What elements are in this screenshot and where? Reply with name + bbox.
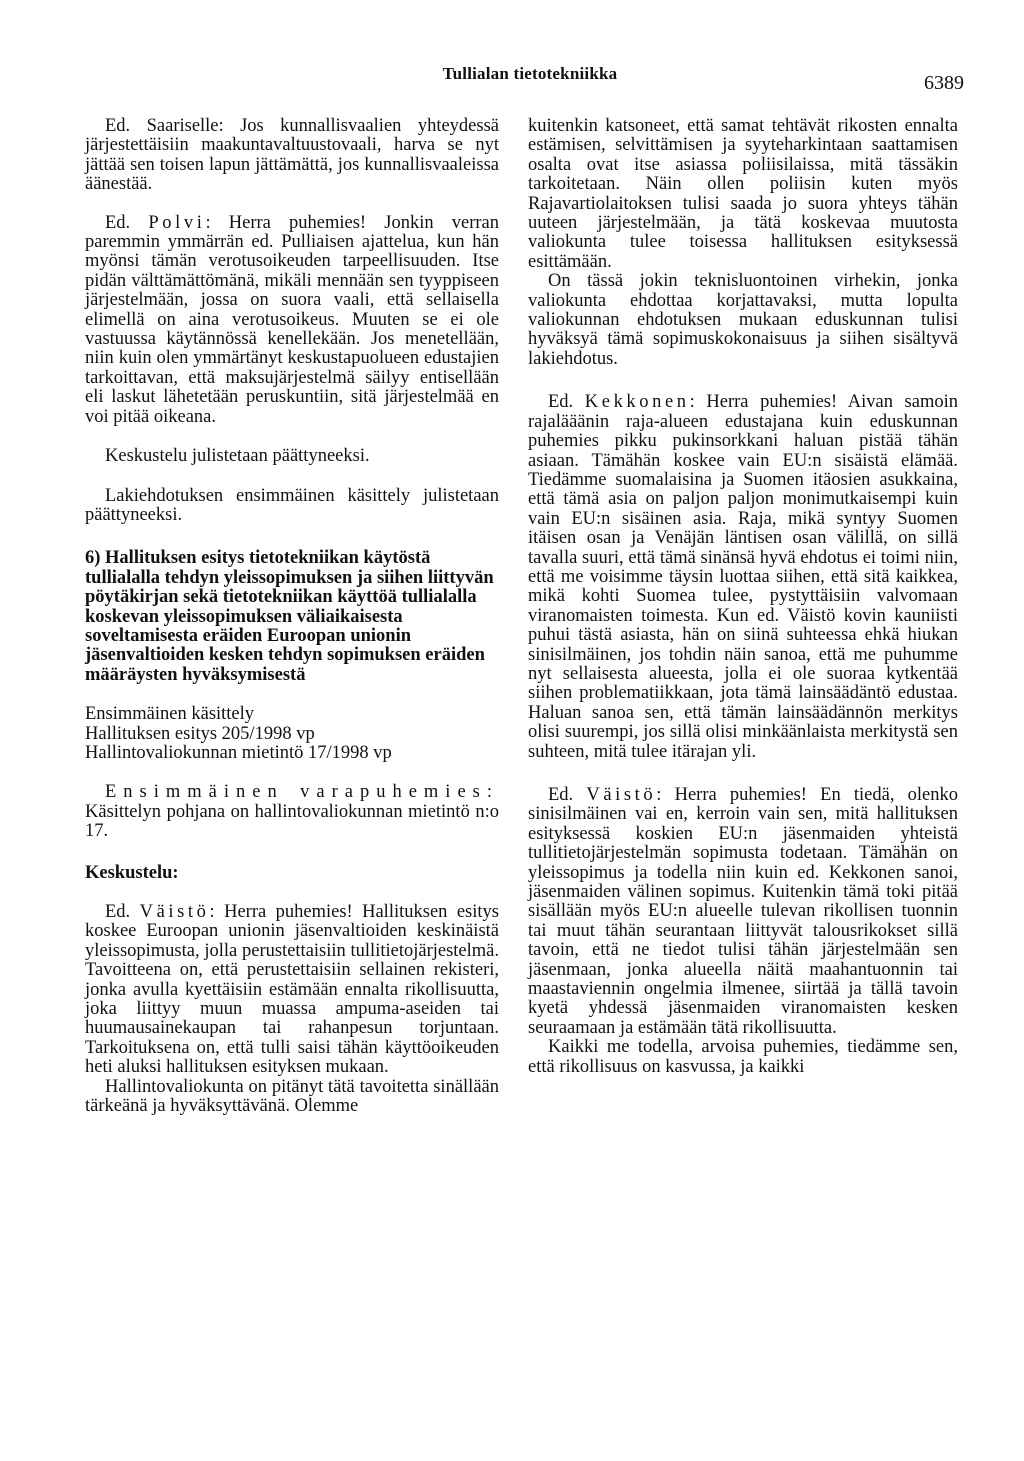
speaker-prefix: Ed. (548, 785, 587, 805)
paragraph-vaisto-reply (528, 786, 958, 1038)
speech-text: : Herra puhemies! Hallituksen esitys koskee Euroopan unionin jäsenvaltioiden keskinäistä yleissopimusta, jolla perustettaisiin tullitietojärjestelmä. Tavoitteena on, että perustettaisiin sellainen rekisteri, jonka avulla kyettäisiin estämään ennalta rikollisuutta, joka liittyy muun muassa ampuma-aseiden tai huumausainekaupan tai rahanpesun torjuntaan. Tarkoituksena on, että tulli saisi tähän käyttöoikeuden heti aluksi hallituksen esityksen mukaan. (85, 902, 499, 1078)
speaker-prefix: Ed. (105, 902, 140, 922)
speaker-prefix: Ed. (548, 392, 585, 413)
paragraph-first-reading-closed: Lakiehdotuksen ensimmäinen käsittely julistetaan päättyneeksi. (85, 485, 499, 525)
paragraph-kekkonen (528, 393, 958, 762)
paragraph-saariselle: Ed. Saariselle: Jos kunnallisvaalien yhteydessä järjestettäisiin maakuntavaltuustovaali, harva se nyt jättää sen toisen lapun jättämättä, jos kunnallisvaaleissa äänestää. (85, 116, 499, 195)
discussion-label: Keskustelu: (85, 862, 179, 883)
paragraph-hallintovaliokunta: Hallintovaliokunta on pitänyt tätä tavoitetta sinällään tärkeänä ja hyväksyttävänä. Olemme (85, 1076, 499, 1117)
speaker-name: Väistö (139, 902, 210, 922)
speech-text: : Herra puhemies! Jonkin verran paremmin ymmärrän ed. Pulliaisen ajattelua, kun hän myönsi tämän verotusoikeuden tarpeellisuuden. Itse pidän välttämättömänä, mikäli mennään sen tyyppiseen järjestelmään, jossa on suora vaali, että sellaisella elimellä on aina verotusoikeus. Muuten se ei ole vastuussa käytännössä kenellekään. Jos menetellään, niin kuin olen ymmärtänyt keskustapuolueen edustajien tarkoittavan, että maksujärjestelmä säilyy entisellään eli laskut lähetetään peruskuntiin, sitä järjestelmää en voi pitää oikeana. (85, 212, 500, 427)
paragraph-polvi (85, 214, 499, 427)
running-title: Tullialan tietotekniikka (442, 64, 618, 83)
page-number: 6389 (924, 72, 964, 94)
speaker-name: Väistö (586, 785, 657, 805)
paragraph-technical-error: On tässä jokin teknisluontoinen virhekin, jonka valiokunta ehdottaa korjattavaksi, mutta lopulta valiokunnan ehdotuksen mukaan eduskunnan tulisi hyväksyä tämä sopimuskokonaisuus ja siihen sisältyvä lakiehdotus. (528, 271, 958, 369)
chair-speaker: Ensimmäinen varapuhemies: (105, 782, 499, 803)
reference-line: Ensimmäinen käsittely (85, 704, 255, 725)
speaker-name: Polvi (148, 212, 206, 233)
paragraph-discussion-closed: Keskustelu julistetaan päättyneeksi. (105, 446, 370, 467)
chair-text: Käsittelyn pohjana on hallintovaliokunnan mietintö n:o 17. (85, 801, 499, 842)
left-column (85, 117, 499, 1116)
reference-line: Hallintovaliokunnan mietintö 17/1998 vp (85, 742, 392, 763)
speaker-name: Kekkonen (584, 392, 690, 413)
paragraph-continuation: kuitenkin katsoneet, että samat tehtävät rikosten ennalta estämisen, selvittämisen ja syyteharkintaan saattamisen osalta ovat itse asiassa poliisilaissa, mitä tässäkin tarkoitetaan. Näin ollen poliisin kuten myös Rajavartiolaitoksen tulisi saada jo suora yhteys tähän uuteen järjestelmään, ja tätä koskevaa muutosta valiokunta tulee toisessa hallituksen esityksessä esittämään. (528, 116, 958, 272)
right-column (528, 117, 958, 1077)
agenda-item-heading: 6) Hallituksen esitys tietotekniikan käytöstä tullialalla tehdyn yleissopimuksen ja siihen liittyvän pöytäkirjan sekä tietotekniikan käyttöä tullialalla koskevan yleissopimuksen väliaikaisesta soveltamisesta eräiden Euroopan unionin jäsenvaltioiden kesken tehdyn sopimuksen eräiden määräysten hyväksymisestä (85, 548, 494, 685)
reference-line: Hallituksen esitys 205/1998 vp (85, 723, 315, 744)
speech-text: : Herra puhemies! Aivan samoin rajalääänin raja-alueen edustajana kuin eduskunnan puhemies pikku pukinsorkkani haluan pistää tähän asiaan. Tämähän koskee vain EU:n sisäistä elämää. Tiedämme suomalaisina ja Suomen itäosien asukkaina, että tämä asia on paljon paljon monimutkaisempi kuin vain EU:n sisäinen asia. Raja, mikä syntyy Suomen itäisen osan ja Venäjän läntisen osan välillä, on sillä tavalla suuri, että tämä sinänsä hyvä ehdotus ei toimi niin, että me voisimme täysin luottaa siihen, että sitä kaikkea, mikä kohti Suomea tulee, pystyttäisiin valvomaan viranomaisten toimesta. Kun ed. Väistö kovin kauniisti puhui tästä asiasta, hän on siinä suhteessa ehkä hiukan sinisilmäinen, jos tohdin näin sanoa, että me puhumme nyt sellaisesta alueesta, jolla ei ole suoraa kytkentää siihen problematiikkaan, jota tämä lainsäädäntö edustaa. Haluan sanoa sen, että tämän lainsäädännön merkitys olisi suurempi, jos sillä olisi minkäänlaista merkitystä sen suhteen, mitä tulee itärajan yli. (528, 392, 959, 762)
speech-text: : Herra puhemies! En tiedä, olenko sinisilmäinen vai en, kerroin vain sen, mitä hallituksen esityksessä koskien EU:n jäsenmaiden yhteistä tullitietojärjestelmän sopimusta todetaan. Tämähän on yleissopimus ja todella niin kuin ed. Kekkonen sanoi, jäsenmaiden välinen sopimus. Kuitenkin tämä toki pitää sisällään myös EU:n alueelle tulevan rikollisen tuonnin tai muut tähän seurantaan liittyvät talousrikokset sillä tavoin, että ne tiedot tulisi tähän järjestelmään sen jäsenmaan, jonka alueella näitä maahantuonnin tai maastaviennin ongelmia ilmenee, siirtää ja tällä tavoin kyetä yhdessä jäsenmaiden viranomaisten kesken seuraamaan ja estämään tätä rikollisuutta. (528, 785, 958, 1038)
speaker-prefix: Ed. (105, 212, 149, 233)
chair-statement (85, 783, 499, 841)
paragraph-kaikki: Kaikki me todella, arvoisa puhemies, tiedämme sen, että rikollisuus on kasvussa, ja kaikki (528, 1037, 958, 1077)
paragraph-vaisto (85, 903, 499, 1078)
